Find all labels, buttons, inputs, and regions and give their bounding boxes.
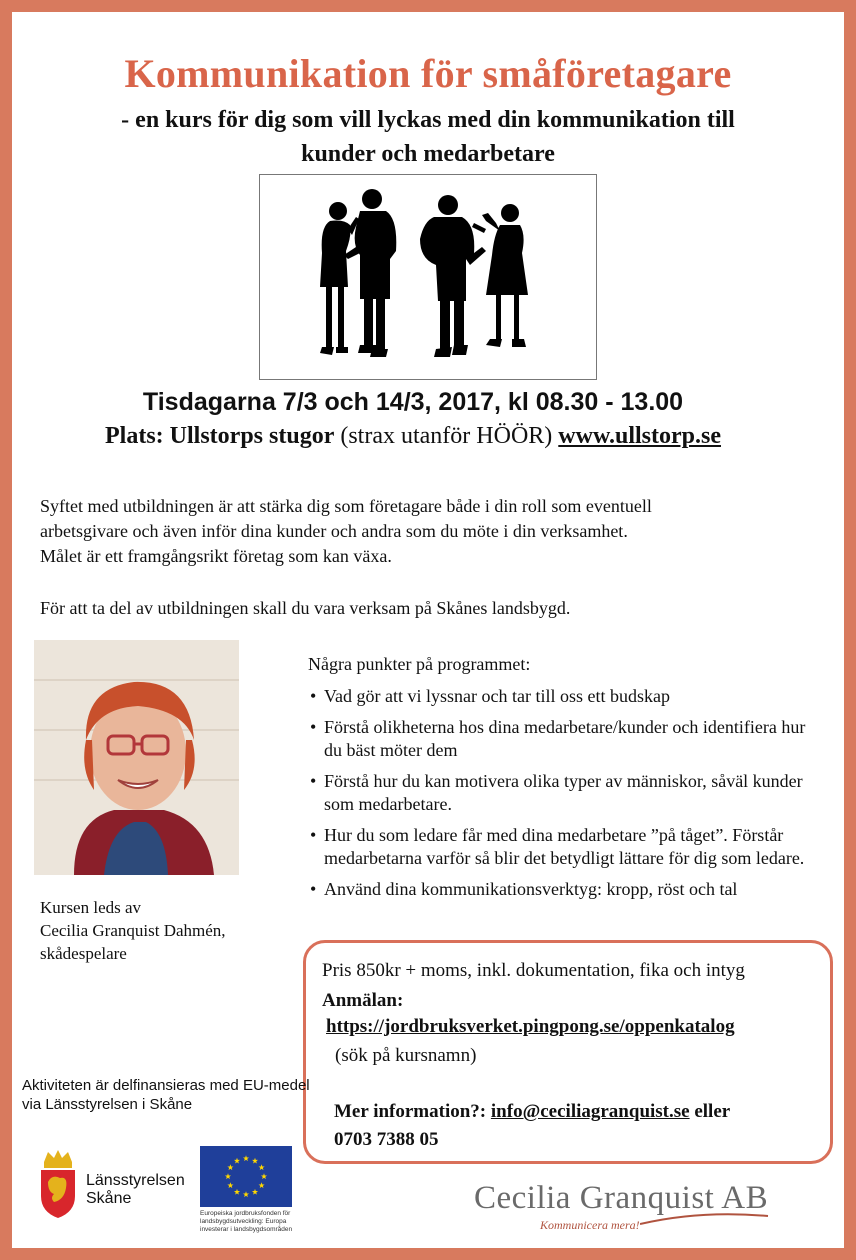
course-intro bbox=[40, 494, 740, 569]
contact-info bbox=[334, 1098, 804, 1154]
course-location bbox=[0, 423, 826, 450]
lansstyrelsen-crest-icon bbox=[38, 1148, 78, 1220]
people-silhouettes-icon bbox=[260, 175, 596, 379]
eu-caption: Europeiska jordbruksfonden för landsbygdsutveckling: Europa investerar i landsbygdsområden bbox=[200, 1210, 293, 1233]
intro-line: Syftet med utbildningen är att stärka dig som företagare både i din roll som eventuell bbox=[40, 496, 652, 516]
signup-label: Anmälan: bbox=[322, 990, 404, 1011]
price-text: Pris 850kr + moms, inkl. dokumentation, fika och intyg bbox=[322, 960, 745, 981]
bullet-icon: • bbox=[310, 879, 317, 899]
list-item: • Förstå olikheterna hos dina medarbetare/kunder och identifiera hur du bäst möter dem bbox=[310, 717, 806, 760]
bullet-icon: • bbox=[310, 686, 317, 706]
company-tagline: Kommunicera mera! bbox=[540, 1218, 640, 1232]
contact-label: Mer information?: bbox=[334, 1101, 491, 1122]
email-link[interactable]: info@ceciliagranquist.se bbox=[490, 1101, 690, 1122]
leader-line: Kursen leds av bbox=[40, 898, 142, 917]
bullet-icon: • bbox=[310, 771, 317, 791]
subtitle-line-1: - en kurs för dig som vill lyckas med din kommunikation till bbox=[121, 107, 735, 133]
search-hint: (sök på kursnamn) bbox=[335, 1045, 477, 1066]
leader-photo bbox=[34, 640, 239, 875]
program-list bbox=[308, 685, 808, 909]
list-item: • Hur du som ledare får med dina medarbetare ”på tåget”. Förstår medarbetarna varför så blir det betydligt lättare för dig som ledare. bbox=[310, 825, 805, 868]
company-logo: Cecilia Granquist AB bbox=[474, 1180, 769, 1216]
course-leader bbox=[40, 896, 226, 965]
course-title: Kommunikation för småföretagare bbox=[124, 51, 732, 96]
program-heading: Några punkter på programmet: bbox=[308, 654, 531, 674]
leader-role: skådespelare bbox=[40, 944, 127, 963]
lansstyrelsen-logo-text: Länsstyrelsen Skåne bbox=[86, 1172, 185, 1207]
location-label: Plats: Ullstorps stugor bbox=[105, 423, 335, 449]
location-link[interactable]: www.ullstorp.se bbox=[558, 423, 721, 449]
list-item: • Förstå hur du kan motivera olika typer av människor, såväl kunder som medarbetare. bbox=[310, 771, 803, 814]
phone-number: 0703 7388 05 bbox=[334, 1129, 439, 1150]
funding-text: Aktiviteten är delfinansieras med EU-medel via Länsstyrelsen i Skåne bbox=[22, 1077, 310, 1113]
eligibility-text: För att ta del av utbildningen skall du vara verksam på Skånes landsbygd. bbox=[40, 598, 571, 618]
leader-name: Cecilia Granquist Dahmén, bbox=[40, 921, 226, 940]
signup-link[interactable]: https://jordbruksverket.pingpong.se/oppenkatalog bbox=[326, 1016, 735, 1037]
portrait-icon bbox=[34, 640, 239, 875]
bullet-icon: • bbox=[310, 717, 317, 737]
silhouette-image bbox=[259, 174, 597, 380]
intro-line: arbetsgivare och även inför dina kunder och andra som du möte i din verksamhet. bbox=[40, 521, 628, 541]
course-subtitle bbox=[90, 103, 766, 171]
list-item: • Använd dina kommunikationsverktyg: kropp, röst och tal bbox=[310, 879, 738, 899]
bullet-icon: • bbox=[310, 825, 317, 845]
course-dates: Tisdagarna 7/3 och 14/3, 2017, kl 08.30 - 13.00 bbox=[142, 388, 684, 416]
subtitle-line-2: kunder och medarbetare bbox=[301, 141, 555, 167]
eu-flag-icon bbox=[200, 1146, 292, 1207]
logo-swoosh-icon bbox=[640, 1204, 770, 1230]
location-note: (strax utanför HÖÖR) bbox=[334, 423, 559, 449]
intro-line: Målet är ett framgångsrikt företag som kan växa. bbox=[40, 546, 392, 566]
list-item: • Vad gör att vi lyssnar och tar till oss ett budskap bbox=[310, 686, 670, 706]
contact-or: eller bbox=[689, 1101, 731, 1122]
